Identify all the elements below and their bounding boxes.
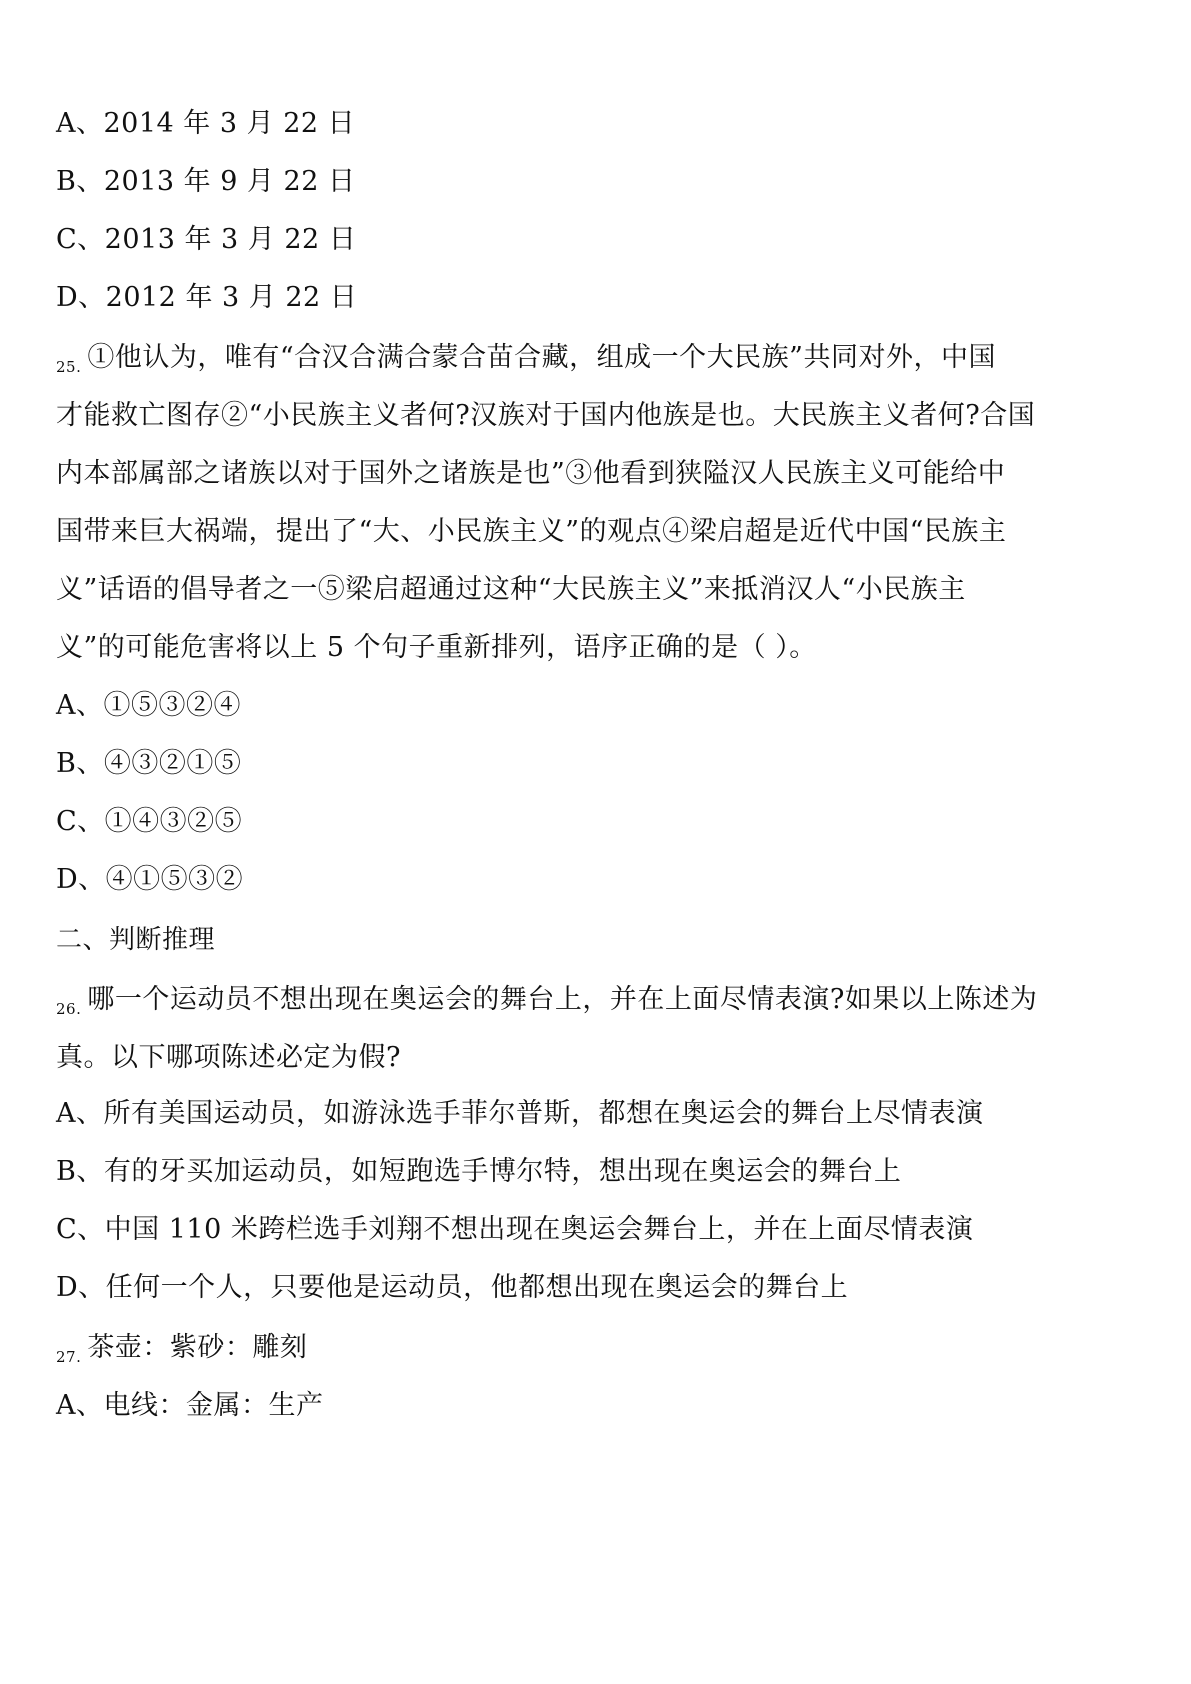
q25-line-3: 内本部属部之诸族以对于国外之诸族是也”③他看到狭隘汉人民族主义可能给中	[56, 458, 1006, 489]
q25-line-5: 义”话语的倡导者之一⑤梁启超通过这种“大民族主义”来抵消汉人“小民族主	[56, 574, 966, 605]
q27-option-a: A、电线：金属：生产	[56, 1390, 324, 1421]
section-heading: 二、判断推理	[56, 925, 216, 955]
q25-line-6: 义”的可能危害将以上 5 个句子重新排列，语序正确的是（ ）。	[56, 632, 817, 663]
q25-option-d: D、④①⑤③②	[56, 864, 244, 895]
q26-line-2: 真。以下哪项陈述必定为假?	[56, 1042, 401, 1073]
q26-number: 26.	[56, 1000, 82, 1018]
q24-option-b: B、2013 年 9 月 22 日	[56, 166, 356, 197]
q24-option-c: C、2013 年 3 月 22 日	[56, 224, 357, 255]
q26-line-1	[56, 982, 1037, 1027]
q25-text-1: ①他认为，唯有“合汉合满合蒙合苗合藏，组成一个大民族”共同对外，中国	[87, 342, 996, 373]
q26-text-1: 哪一个运动员不想出现在奥运会的舞台上，并在上面尽情表演?如果以上陈述为	[87, 984, 1038, 1015]
q26-option-d: D、任何一个人，只要他是运动员，他都想出现在奥运会的舞台上	[56, 1272, 849, 1303]
q27-stem-line	[56, 1330, 307, 1375]
q27-number: 27.	[56, 1348, 82, 1366]
q25-line-2: 才能救亡图存②“小民族主义者何?汉族对于国内他族是也。大民族主义者何?合国	[56, 400, 1036, 431]
q25-option-c: C、①④③②⑤	[56, 806, 243, 837]
q25-line-4: 国带来巨大祸端，提出了“大、小民族主义”的观点④梁启超是近代中国“民族主	[56, 516, 1007, 547]
q25-line-1	[56, 340, 996, 385]
q25-number: 25.	[56, 358, 82, 376]
q26-option-b: B、有的牙买加运动员，如短跑选手博尔特，想出现在奥运会的舞台上	[56, 1156, 902, 1187]
q25-option-b: B、④③②①⑤	[56, 748, 242, 779]
q25-option-a: A、①⑤③②④	[56, 690, 241, 721]
q27-stem: 茶壶：紫砂：雕刻	[87, 1332, 308, 1363]
q26-option-c: C、中国 110 米跨栏选手刘翔不想出现在奥运会舞台上，并在上面尽情表演	[56, 1214, 974, 1245]
q24-option-d: D、2012 年 3 月 22 日	[56, 282, 358, 313]
q26-option-a: A、所有美国运动员，如游泳选手菲尔普斯，都想在奥运会的舞台上尽情表演	[56, 1098, 984, 1129]
q24-option-a: A、2014 年 3 月 22 日	[56, 108, 356, 139]
